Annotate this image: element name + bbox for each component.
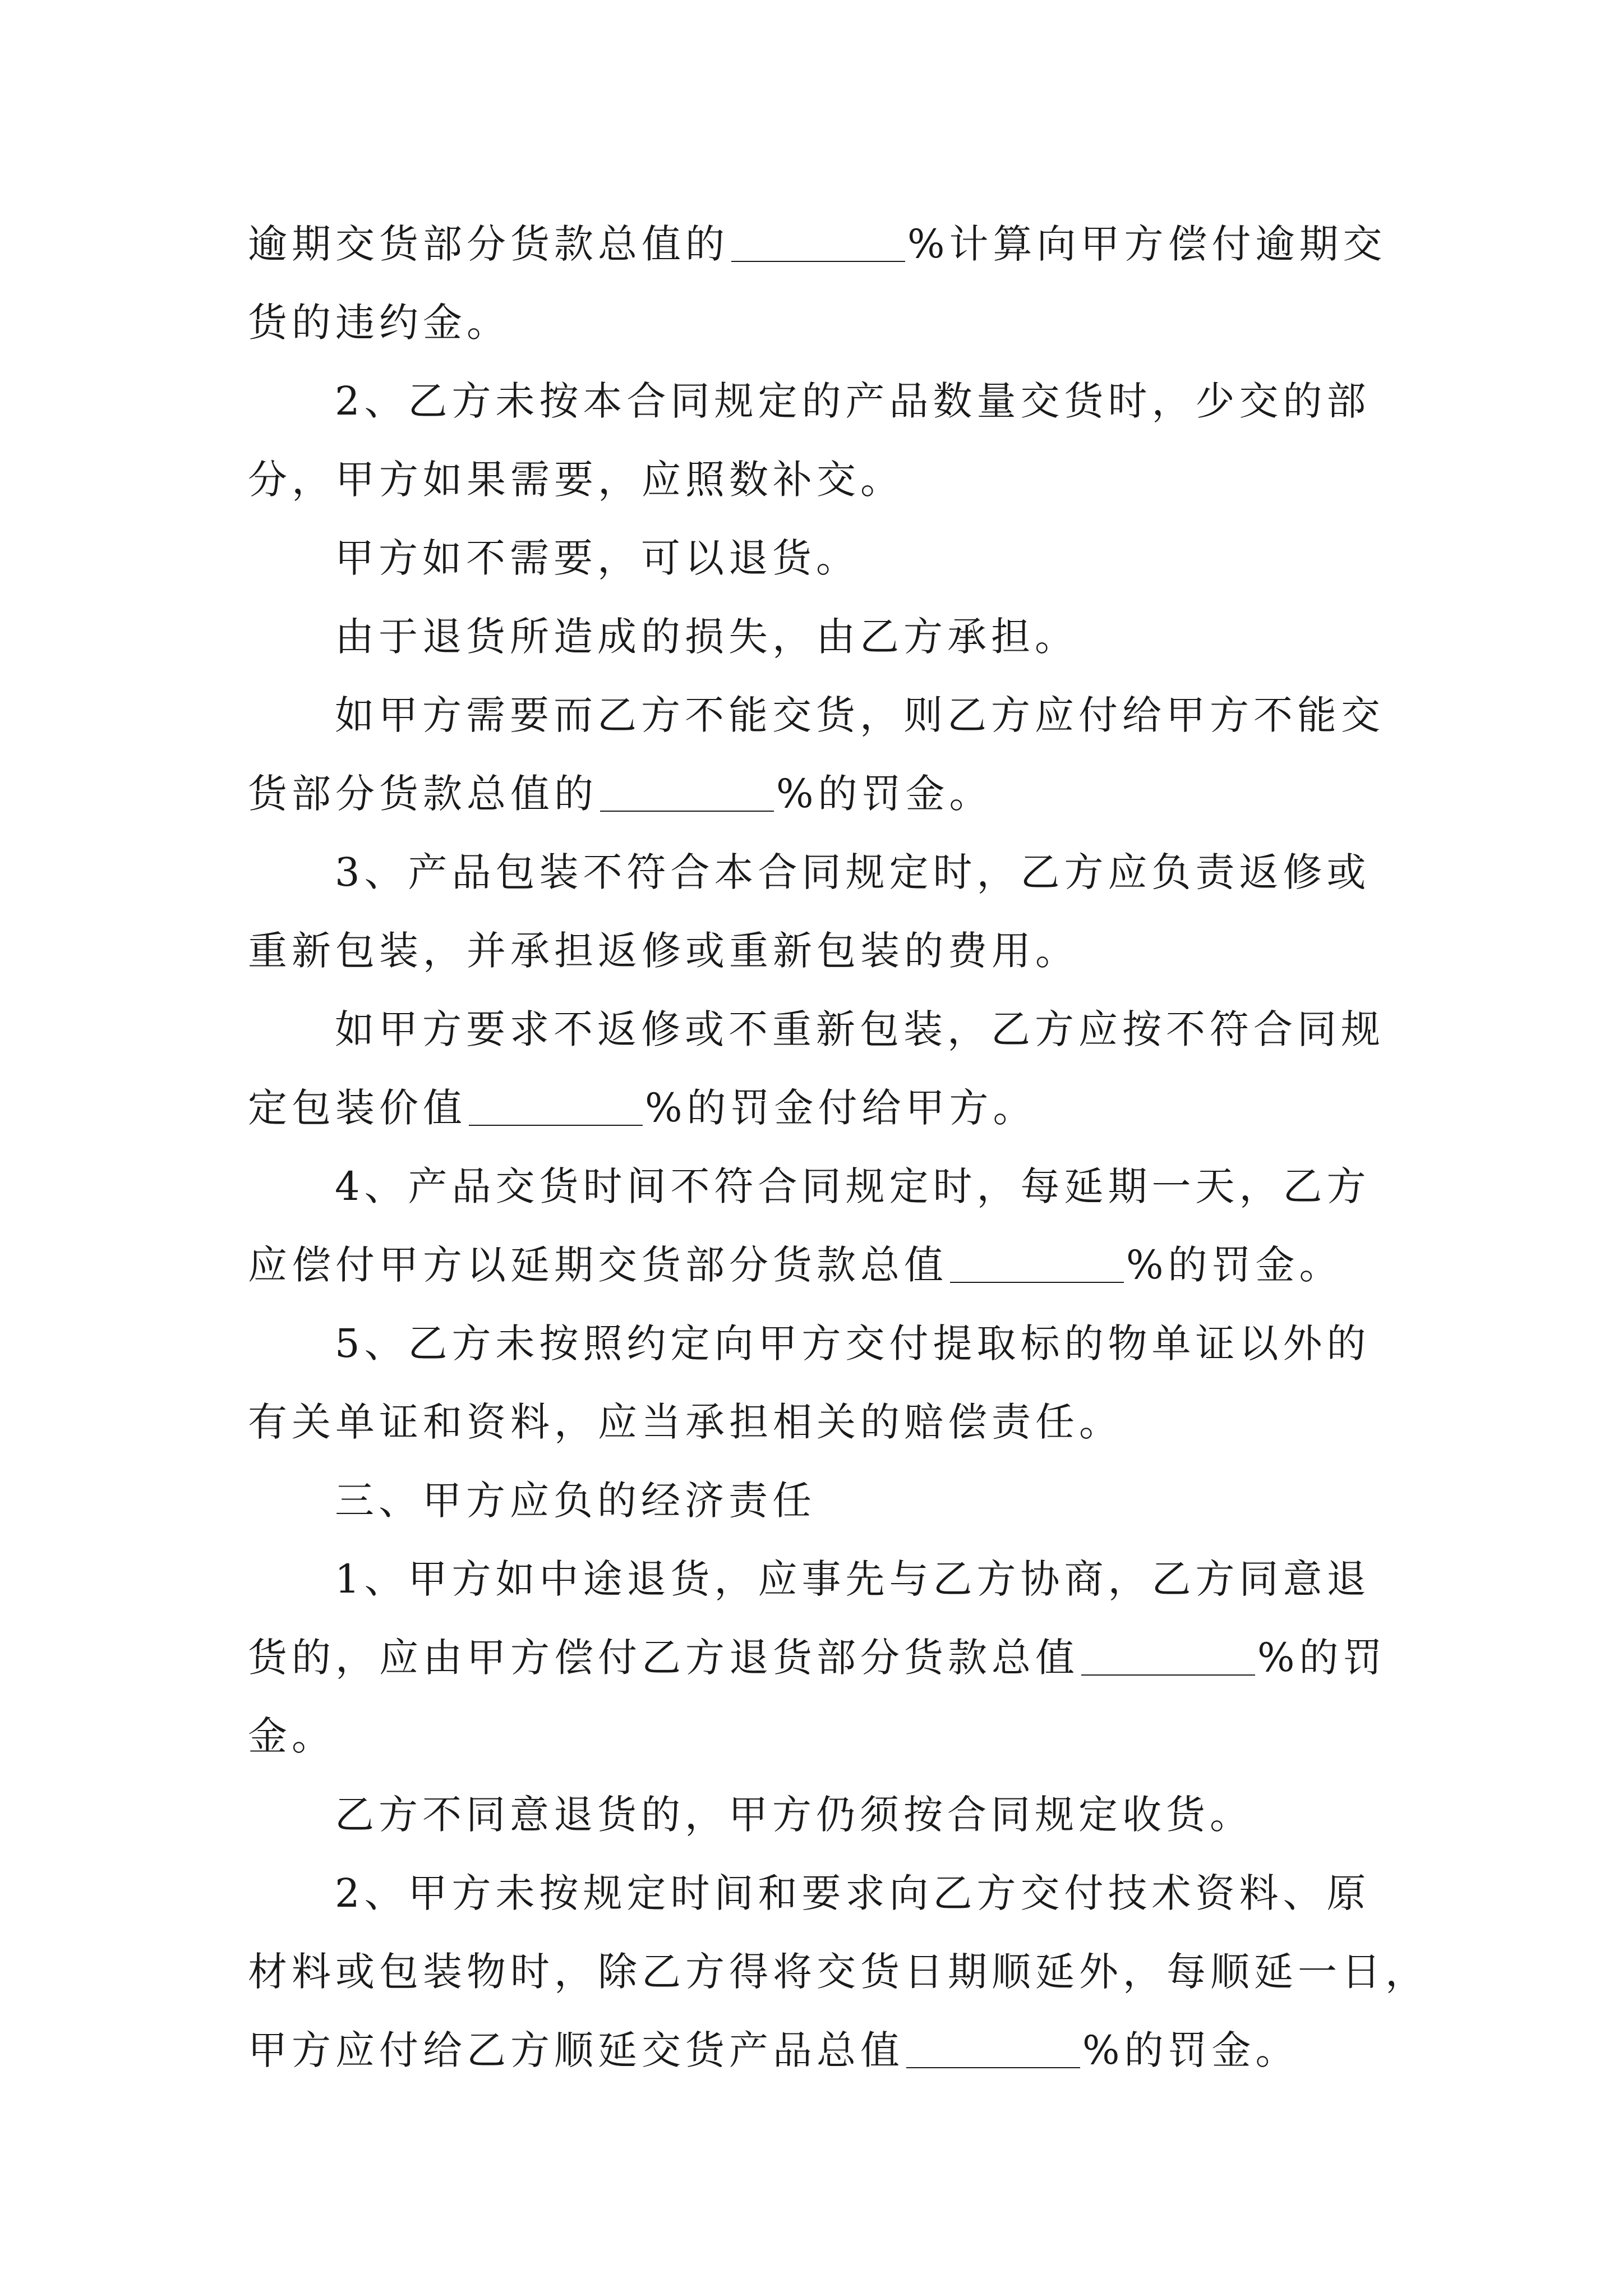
fill-in-blank (950, 1243, 1124, 1283)
text-line: 如甲方要求不返修或不重新包装，乙方应按不符合同规 (335, 1006, 1385, 1052)
text-line: 货部分货款总值的 %的罚金。 (248, 771, 993, 817)
text-line: 重新包装，并承担返修或重新包装的费用。 (248, 928, 1079, 974)
section-heading: 三、甲方应负的经济责任 (335, 1478, 816, 1524)
text-line: 定包装价值 %的罚金付给甲方。 (248, 1085, 1037, 1131)
document-body (248, 205, 1429, 2090)
text-line: 5、乙方未按照约定向甲方交付提取标的物单证以外的 (335, 1320, 1371, 1366)
text-line: 有关单证和资料，应当承担相关的赔偿责任。 (248, 1399, 1123, 1445)
fill-in-blank (600, 771, 774, 812)
text-line: 乙方不同意退货的，甲方仍须按合同规定收货。 (335, 1792, 1253, 1838)
fill-in-blank (906, 2028, 1080, 2068)
text-line: 甲方应付给乙方顺延交货产品总值 %的罚金。 (248, 2027, 1299, 2073)
text-line: 货的违约金。 (248, 300, 510, 346)
text-line: 1、甲方如中途退货，应事先与乙方协商，乙方同意退 (335, 1556, 1371, 1602)
text-line: 2、甲方未按规定时间和要求向乙方交付技术资料、原 (335, 1870, 1371, 1916)
text-line: 甲方如不需要，可以退货。 (335, 535, 860, 581)
fill-in-blank (469, 1085, 643, 1126)
text-line: 由于退货所造成的损失，由乙方承担。 (335, 614, 1078, 660)
text-line: 逾期交货部分货款总值的 %计算向甲方偿付逾期交 (248, 221, 1387, 267)
text-line: 金。 (248, 1713, 335, 1759)
fill-in-blank (1081, 1635, 1255, 1676)
fill-in-blank (731, 222, 905, 262)
text-line: 分，甲方如果需要，应照数补交。 (248, 457, 904, 503)
text-line: 材料或包装物时，除乙方得将交货日期顺延外，每顺延一日， (248, 1949, 1429, 1995)
text-line: 应偿付甲方以延期交货部分货款总值 %的罚金。 (248, 1242, 1343, 1288)
text-line: 3、产品包装不符合本合同规定时，乙方应负责返修或 (335, 849, 1371, 895)
text-line: 4、产品交货时间不符合同规定时，每延期一天，乙方 (335, 1163, 1371, 1209)
text-line: 如甲方需要而乙方不能交货，则乙方应付给甲方不能交 (335, 692, 1385, 738)
text-line: 2、乙方未按本合同规定的产品数量交货时，少交的部 (335, 378, 1371, 424)
text-line: 货的，应由甲方偿付乙方退货部分货款总值 %的罚 (248, 1635, 1387, 1681)
